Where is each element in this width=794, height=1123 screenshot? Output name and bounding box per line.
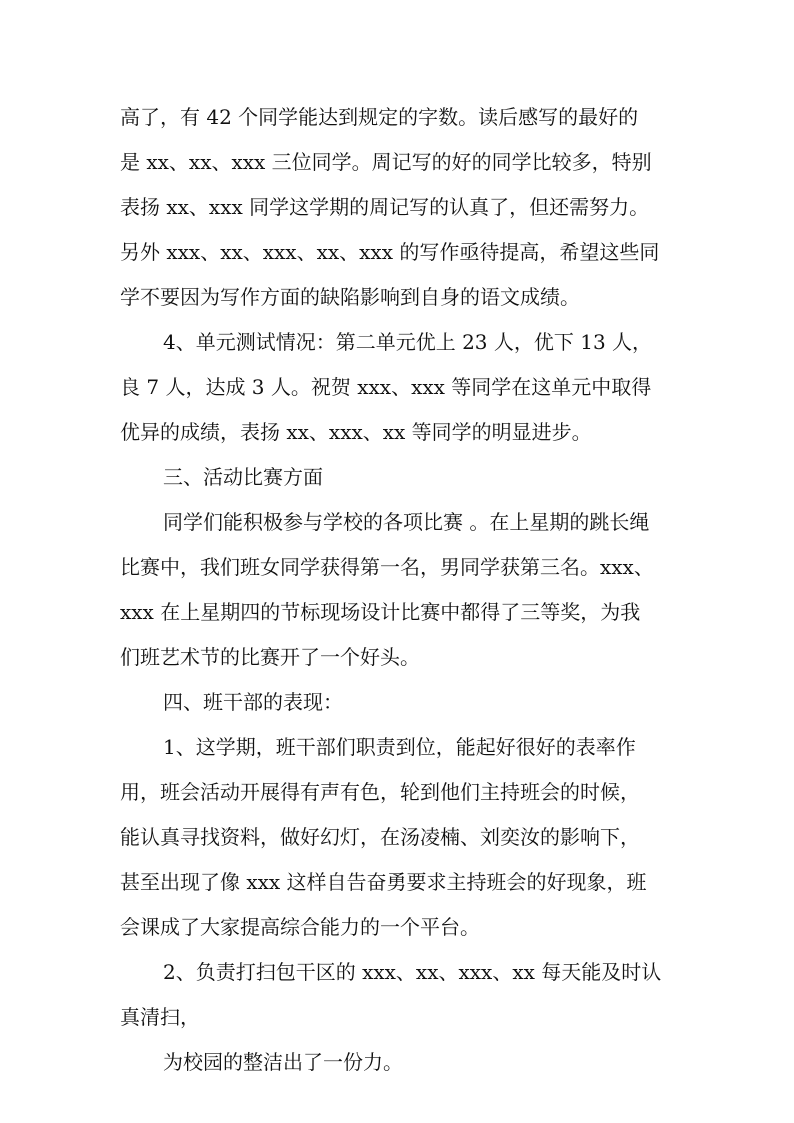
text-line: 4、单元测试情况：第二单元优上 23 人，优下 13 人， xyxy=(163,330,653,354)
text-line: 另外 xxx、xx、xxx、xx、xxx 的写作亟待提高，希望这些同 xyxy=(120,240,660,264)
text-line: 同学们能积极参与学校的各项比赛 。在上星期的跳长绳 xyxy=(163,510,650,534)
text-line: 能认真寻找资料，做好幻灯，在汤凌楠、刘奕汝的影响下， xyxy=(120,825,640,849)
text-line: 真清扫， xyxy=(120,1005,200,1029)
text-line: xxx 在上星期四的节标现场设计比赛中都得了三等奖，为我 xyxy=(120,600,641,624)
text-line: 表扬 xx、xxx 同学这学期的周记写的认真了，但还需努力。 xyxy=(120,195,650,219)
section-heading: 四、班干部的表现： xyxy=(163,690,343,714)
text-line: 优异的成绩，表扬 xx、xxx、xx 等同学的明显进步。 xyxy=(120,420,592,444)
text-line: 甚至出现了像 xxx 这样自告奋勇要求主持班会的好现象，班 xyxy=(120,870,647,894)
text-line: 为校园的整洁出了一份力。 xyxy=(163,1050,403,1074)
text-line: 会课成了大家提高综合能力的一个平台。 xyxy=(120,915,480,939)
text-line: 用，班会活动开展得有声有色，轮到他们主持班会的时候， xyxy=(120,780,640,804)
text-line: 是 xx、xx、xxx 三位同学。周记写的好的同学比较多，特别 xyxy=(120,150,652,174)
text-line: 学不要因为写作方面的缺陷影响到自身的语文成绩。 xyxy=(120,285,580,309)
text-line: 比赛中，我们班女同学获得第一名，男同学获第三名。xxx、 xyxy=(120,555,654,579)
text-line: 2、负责打扫包干区的 xxx、xx、xxx、xx 每天能及时认 xyxy=(163,960,662,984)
section-heading: 三、活动比赛方面 xyxy=(163,465,323,489)
text-line: 良 7 人，达成 3 人。祝贺 xxx、xxx 等同学在这单元中取得 xyxy=(120,375,652,399)
text-line: 高了，有 42 个同学能达到规定的字数。读后感写的最好的 xyxy=(120,105,639,129)
text-line: 们班艺术节的比赛开了一个好头。 xyxy=(120,645,420,669)
text-line: 1、这学期，班干部们职责到位，能起好很好的表率作 xyxy=(163,735,636,759)
